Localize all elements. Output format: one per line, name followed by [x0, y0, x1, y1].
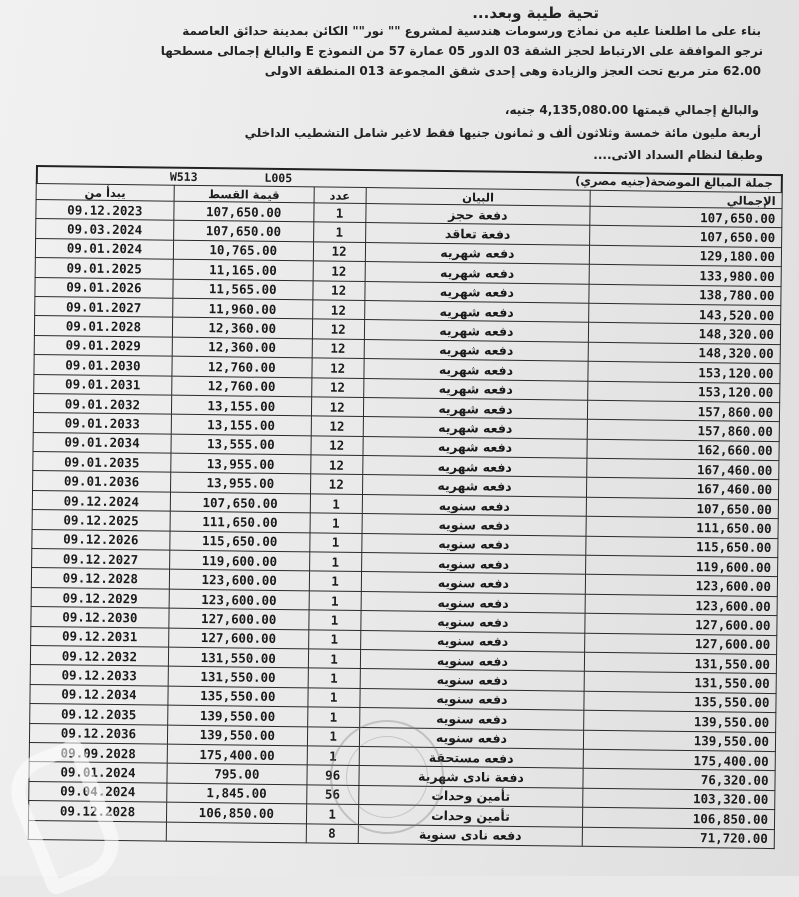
row-date: 09.01.2036 [33, 471, 171, 492]
row-count: 12 [311, 416, 363, 436]
row-date: 09.01.2034 [33, 432, 171, 453]
row-installment: 131,550.00 [168, 647, 308, 668]
row-total: 76,320.00 [583, 769, 775, 791]
row-description: دفعه شهريه [364, 300, 589, 322]
row-installment: 115,650.00 [170, 531, 310, 552]
currency-note: جملة المبالغ الموضحة(جنيه مصري) [575, 173, 773, 191]
row-installment: 13,155.00 [171, 395, 311, 416]
letter-total-value: والبالغ إجمالي قيمتها 4,135,080.00 جنيه، [504, 103, 759, 117]
row-count: 56 [306, 785, 358, 805]
row-date: 09.12.2036 [29, 723, 167, 744]
row-date: 09.01.2025 [35, 258, 173, 279]
row-count: 12 [311, 397, 363, 417]
row-installment: 175,400.00 [167, 744, 307, 765]
row-total: 139,550.00 [584, 710, 776, 732]
row-description: دفعة حجز [365, 204, 590, 226]
row-description: دفعه سنويه [360, 649, 585, 671]
row-total: 111,650.00 [586, 517, 778, 539]
row-description: دفعه سنويه [360, 688, 585, 710]
row-date: 09.01.2030 [34, 355, 172, 376]
row-installment: 119,600.00 [169, 550, 309, 571]
row-count: 12 [312, 319, 364, 339]
row-count: 1 [309, 591, 361, 611]
header-count: عدد [314, 187, 366, 204]
row-total: 157,860.00 [587, 420, 779, 442]
row-total: 157,860.00 [588, 400, 780, 422]
row-total: 139,550.00 [584, 730, 776, 752]
row-count: 1 [307, 707, 359, 727]
letter-paragraph-line-2: نرجو الموافقة على الارتباط لحجز الشقة 03 الدور 05 عمارة 57 من النموذج E والبالغ إجمالى مسطحها [160, 44, 763, 58]
row-description: تأمين وحدات [358, 805, 583, 827]
row-total: 123,600.00 [585, 594, 777, 616]
row-total: 153,120.00 [588, 381, 780, 403]
row-count: 12 [312, 339, 364, 359]
row-count: 1 [308, 668, 360, 688]
row-date: 09.12.2025 [32, 510, 170, 531]
row-date: 09.12.2024 [32, 490, 170, 511]
row-total: 127,600.00 [585, 613, 777, 635]
letter-payment-intro: وطبقا لنظام السداد الاتى.... [593, 148, 763, 162]
row-total: 148,320.00 [588, 342, 780, 364]
row-installment: 111,650.00 [170, 511, 310, 532]
row-count: 12 [310, 455, 362, 475]
row-description: دفعه شهريه [364, 339, 589, 361]
row-total: 123,600.00 [586, 575, 778, 597]
row-count: 96 [307, 765, 359, 785]
row-installment: 135,550.00 [168, 686, 308, 707]
row-date: 09.01.2026 [35, 277, 173, 298]
row-description: تأمين وحدات [358, 785, 583, 807]
row-count: 1 [307, 746, 359, 766]
row-total: 133,980.00 [589, 264, 781, 286]
row-installment: 12,760.00 [172, 376, 312, 397]
row-description: دفعه شهريه [363, 397, 588, 419]
row-description: دفعه شهريه [365, 262, 590, 284]
letter-greeting: تحية طيبة وبعد... [472, 4, 599, 22]
row-date: 09.01.2031 [34, 374, 172, 395]
row-total: 127,600.00 [585, 633, 777, 655]
row-date: 09.12.2033 [30, 665, 168, 686]
row-count: 12 [313, 261, 365, 281]
row-date: 09.12.2023 [36, 200, 174, 221]
row-count: 12 [310, 474, 362, 494]
row-date: 09.01.2028 [34, 316, 172, 337]
row-count: 1 [310, 494, 362, 514]
row-description: دفعه سنويه [359, 727, 584, 749]
row-count: 12 [313, 280, 365, 300]
row-installment: 123,600.00 [169, 570, 309, 591]
letter-total-in-words: أربعة مليون مائة خمسة وثلاثون ألف و ثمانون جنيها فقط لاغير شامل التشطيب الداخلي [244, 126, 761, 140]
row-total: 131,550.00 [584, 672, 776, 694]
row-count: 1 [313, 203, 365, 223]
row-installment: 1,845.00 [167, 783, 307, 804]
row-total: 119,600.00 [586, 555, 778, 577]
row-installment: 139,550.00 [168, 705, 308, 726]
row-total: 143,520.00 [589, 303, 781, 325]
row-date: 09.01.2024 [29, 762, 167, 783]
row-date: 09.12.2032 [30, 645, 168, 666]
row-description: دفعه سنويه [360, 611, 585, 633]
row-total: 115,650.00 [586, 536, 778, 558]
header-date: يبدأ من [36, 184, 174, 202]
row-total: 175,400.00 [583, 749, 775, 771]
row-description: دفعه سنويه [359, 708, 584, 730]
row-total: 162,660.00 [587, 439, 779, 461]
row-installment: 13,155.00 [171, 414, 311, 435]
row-total: 107,650.00 [590, 226, 782, 248]
row-count: 12 [311, 377, 363, 397]
row-installment: 13,955.00 [170, 473, 310, 494]
row-count: 12 [313, 242, 365, 262]
row-total: 148,320.00 [589, 323, 781, 345]
row-total: 153,120.00 [588, 361, 780, 383]
unit-codes: W513 L005 [169, 169, 293, 186]
row-description: دفعه سنويه [361, 533, 586, 555]
row-count: 1 [308, 629, 360, 649]
row-date: 09.03.2024 [36, 219, 174, 240]
row-installment: 11,565.00 [173, 279, 313, 300]
row-installment: 13,955.00 [171, 453, 311, 474]
row-installment: 10,765.00 [173, 240, 313, 261]
header-total: الإجمالي [590, 190, 782, 208]
row-description: دفعه شهريه [364, 359, 589, 381]
row-installment: 127,600.00 [168, 628, 308, 649]
row-date: 09.12.2027 [32, 549, 170, 570]
row-installment: 106,850.00 [166, 802, 306, 823]
row-date: 09.12.2035 [30, 704, 168, 725]
row-date: 09.12.2029 [31, 587, 169, 608]
row-count: 1 [309, 571, 361, 591]
row-date: 09.01.2027 [35, 296, 173, 317]
row-total: 103,320.00 [583, 788, 775, 810]
row-count: 1 [306, 804, 358, 824]
row-description: دفعة نادى شهرية [359, 766, 584, 788]
row-date: 09.12.2026 [32, 529, 170, 550]
row-total: 138,780.00 [589, 284, 781, 306]
row-description: دفعه سنويه [362, 514, 587, 536]
row-installment: 107,650.00 [174, 201, 314, 222]
row-date: 09.12.2034 [30, 684, 168, 705]
row-installment [166, 822, 306, 843]
row-description: دفعه شهريه [364, 320, 589, 342]
row-count: 1 [313, 222, 365, 242]
row-total: 167,460.00 [587, 478, 779, 500]
row-installment: 795.00 [167, 763, 307, 784]
row-description: دفعه سنويه [360, 630, 585, 652]
row-date: 09.01.2035 [33, 452, 171, 473]
row-installment: 107,650.00 [170, 492, 310, 513]
row-description: دفعه سنويه [361, 553, 586, 575]
row-installment: 139,550.00 [167, 725, 307, 746]
row-description: دفعة تعاقد [365, 223, 590, 245]
row-count: 8 [306, 823, 358, 843]
row-description: دفعه شهريه [362, 456, 587, 478]
row-date: 09.01.2024 [35, 238, 173, 259]
row-installment: 107,650.00 [173, 221, 313, 242]
row-total: 131,550.00 [585, 652, 777, 674]
header-installment: قيمة القسط [174, 185, 314, 203]
row-description: دفعه مستحقة [359, 746, 584, 768]
row-count: 12 [312, 358, 364, 378]
row-date: 09.12.2028 [31, 568, 169, 589]
row-date: 09.01.2029 [34, 335, 172, 356]
row-total: 129,180.00 [590, 245, 782, 267]
row-count: 1 [310, 513, 362, 533]
row-installment: 13,555.00 [171, 434, 311, 455]
row-description: دفعه شهريه [363, 378, 588, 400]
row-count: 1 [308, 688, 360, 708]
row-description: دفعه سنويه [361, 591, 586, 613]
row-date: 09.01.2033 [33, 413, 171, 434]
row-total: 71,720.00 [583, 827, 775, 849]
row-date: 09.12.2030 [31, 607, 169, 628]
row-description: دفعه سنويه [362, 494, 587, 516]
row-count: 12 [311, 436, 363, 456]
row-description: دفعه نادى سنوية [358, 824, 583, 846]
row-description: دفعه شهريه [364, 281, 589, 303]
row-description: دفعه شهريه [362, 475, 587, 497]
row-count: 1 [307, 726, 359, 746]
row-date: 09.04.2024 [29, 781, 167, 802]
row-total: 135,550.00 [584, 691, 776, 713]
row-count: 1 [309, 610, 361, 630]
row-count: 1 [309, 552, 361, 572]
row-count: 1 [308, 649, 360, 669]
row-total: 107,650.00 [590, 206, 782, 228]
header-description: البيان [366, 188, 591, 207]
row-date: 09.01.2032 [33, 393, 171, 414]
row-description: دفعه شهريه [363, 417, 588, 439]
row-installment: 131,550.00 [168, 667, 308, 688]
row-count: 12 [312, 300, 364, 320]
row-installment: 123,600.00 [169, 589, 309, 610]
row-total: 106,850.00 [583, 807, 775, 829]
row-installment: 12,360.00 [172, 318, 312, 339]
row-date: 09.12.2028 [28, 801, 166, 822]
row-date: 09.09.2028 [29, 742, 167, 763]
row-installment: 11,960.00 [172, 298, 312, 319]
row-installment: 127,600.00 [169, 608, 309, 629]
letter-paragraph-line-3: 62.00 متر مربع تحت العجز والزيادة وهى إحدى شقق المجموعة 013 المنطقة الاولى [264, 64, 761, 78]
row-description: دفعه شهريه [363, 436, 588, 458]
row-installment: 11,165.00 [173, 259, 313, 280]
row-description: دفعه سنويه [361, 572, 586, 594]
row-count: 1 [309, 533, 361, 553]
row-description: دفعه شهريه [365, 242, 590, 264]
stamp-seal [330, 720, 444, 834]
row-total: 107,650.00 [587, 497, 779, 519]
row-date: 09.12.2031 [31, 626, 169, 647]
row-installment: 12,760.00 [172, 356, 312, 377]
row-description: دفعه سنويه [360, 669, 585, 691]
row-total: 167,460.00 [587, 458, 779, 480]
letter-paragraph-line-1: بناء على ما اطلعنا عليه من نماذج ورسومات هندسية لمشروع "" نور"" الكائن بمدينة حدائق العاصمة [182, 24, 761, 38]
row-installment: 12,360.00 [172, 337, 312, 358]
